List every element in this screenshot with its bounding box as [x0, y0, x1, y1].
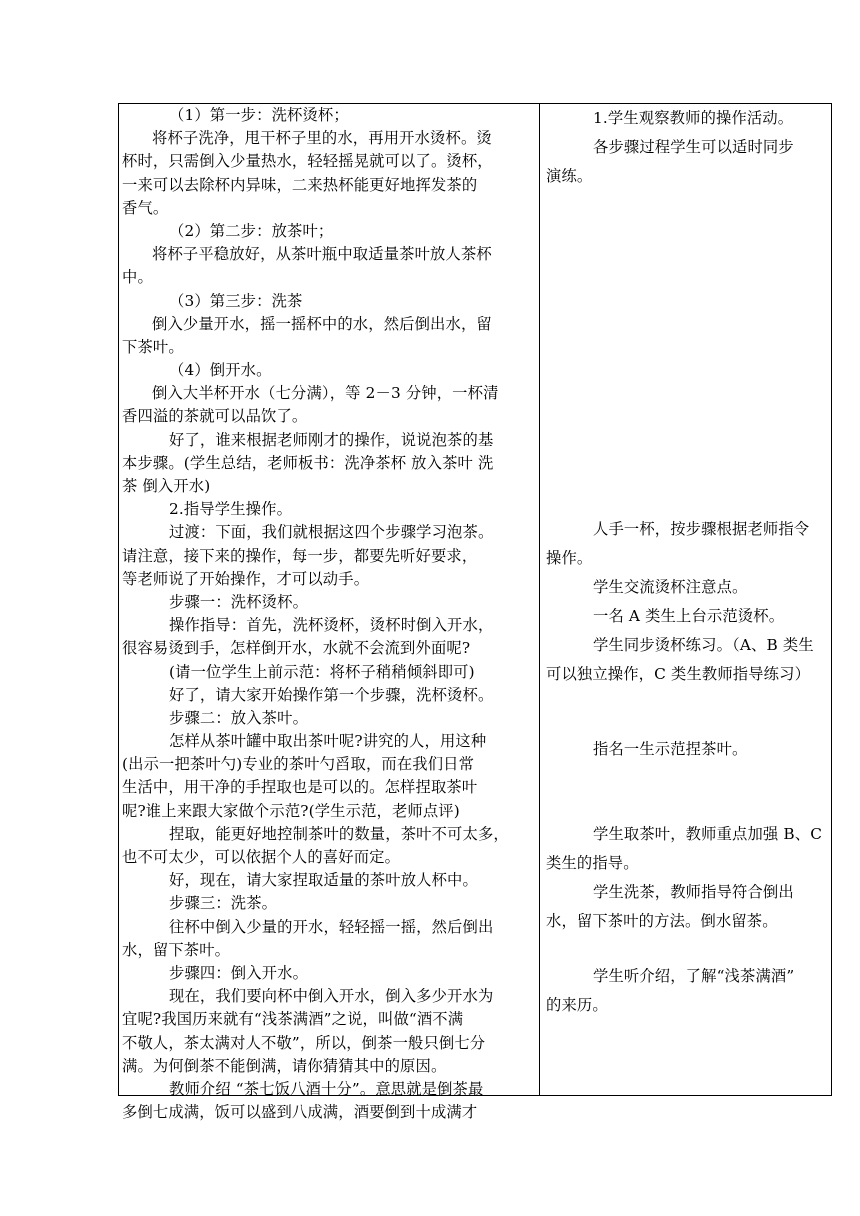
teacher-activity-line: 香气。	[122, 198, 169, 217]
student-activity-line: 学生同步烫杯练习。（A、B 类生	[593, 636, 814, 654]
teacher-activity-line: 操作指导：首先，洗杯烫杯，烫杯时倒入开水，	[169, 616, 494, 635]
student-activity-line: 一名 A 类生上台示范烫杯。	[593, 607, 785, 625]
teacher-activity-line: 过渡：下面，我们就根据这四个步骤学习泡茶。	[169, 523, 494, 542]
teacher-activity-line: （1）第一步：洗杯烫杯；	[169, 106, 349, 124]
teacher-activity-line: 也不可太少，可以依据个人的喜好而定。	[122, 848, 401, 866]
student-activity-line: 人手一杯，按步骤根据老师指令	[593, 520, 810, 538]
teacher-activity-line: （4）倒开水。	[169, 361, 272, 380]
teacher-activity-line: 步骤三：洗茶。	[169, 894, 278, 913]
student-activity-line: 各步骤过程学生可以适时同步	[593, 138, 794, 156]
teacher-activity-column	[119, 104, 540, 1122]
teacher-activity-line: 好了，谁来根据老师刚才的操作，说说泡茶的基	[169, 430, 494, 449]
student-activity-line: 学生取茶叶，教师重点加强 B、C	[593, 825, 823, 843]
student-activity-line: 水，留下茶叶的方法。倒水留茶。	[546, 912, 778, 930]
teacher-activity-line: 下茶叶。	[122, 337, 184, 356]
teacher-activity-line: 多倒七成满，饭可以盛到八成满，酒要倒到十成满才	[122, 1103, 478, 1122]
student-activity-column	[540, 104, 831, 1095]
teacher-activity-line: 往杯中倒入少量的开水，轻轻摇一摇，然后倒出	[169, 917, 494, 936]
teacher-activity-line: 很容易烫到手，怎样倒开水，水就不会流到外面呢?	[122, 639, 471, 658]
teacher-activity-line: 步骤四：倒入开水。	[169, 963, 309, 982]
student-activity-line: 指名一生示范捏茶叶。	[593, 740, 748, 758]
teacher-activity-line: 生活中，用干净的手捏取也是可以的。怎样捏取茶叶	[122, 778, 478, 797]
teacher-activity-line: (请一位学生上前示范：将杯子稍稍倾斜即可)	[169, 662, 475, 681]
teacher-activity-line: 步骤二：放入茶叶。	[169, 708, 309, 727]
teacher-activity-line: 教师介绍 “茶七饭八酒十分”。意思就是倒茶最	[169, 1079, 484, 1098]
teacher-activity-line: 请注意，接下来的操作，每一步，都要先听好要求，	[122, 546, 478, 565]
teacher-activity-line: （2）第二步：放茶叶；	[169, 221, 334, 240]
student-activity-line: 演练。	[546, 167, 593, 185]
teacher-activity-line: 水，留下茶叶。	[122, 940, 231, 959]
teacher-activity-line: 将杯子洗净，甩干杯子里的水，再用开水烫杯。烫	[152, 129, 492, 148]
teacher-activity-line: 倒入少量开水，摇一摇杯中的水，然后倒出水，留	[152, 314, 492, 333]
student-activity-line: 类生的指导。	[546, 854, 639, 872]
teacher-activity-line: 倒入大半杯开水（七分满），等 2－3 分钟，一杯清	[152, 384, 499, 403]
teacher-activity-line: 杯时，只需倒入少量热水，轻轻摇晃就可以了。烫杯，	[122, 152, 493, 171]
teacher-activity-line: 宜呢?我国历来就有“浅茶满酒”之说，叫做“酒不满	[122, 1010, 464, 1029]
teacher-activity-line: 满。为何倒茶不能倒满，请你猜猜其中的原因。	[122, 1056, 447, 1075]
student-activity-line: 的来历。	[546, 996, 608, 1014]
teacher-activity-line: 将杯子平稳放好，从茶叶瓶中取适量茶叶放人茶杯	[152, 245, 492, 264]
student-activity-line: 操作。	[546, 549, 593, 567]
student-activity-line: 可以独立操作，C 类生教师指导练习）	[546, 665, 811, 683]
teacher-activity-line: 好，现在，请大家捏取适量的茶叶放人杯中。	[169, 871, 478, 890]
teacher-activity-line: 一来可以去除杯内异味，二来热杯能更好地挥发茶的	[122, 175, 478, 194]
teacher-activity-line: 不敬人，茶太满对人不敬”，所以，倒茶一般只倒七分	[122, 1033, 486, 1052]
teacher-activity-line: 香四溢的茶就可以品饮了。	[122, 407, 308, 426]
teacher-activity-line: 好了，请大家开始操作第一个步骤，洗杯烫杯。	[169, 685, 494, 704]
teacher-activity-line: 本步骤。(学生总结，老师板书：洗净茶杯 放入茶叶 洗	[122, 453, 494, 472]
student-activity-line: 1.学生观察教师的操作活动。	[593, 109, 794, 127]
student-activity-line: 学生交流烫杯注意点。	[593, 578, 748, 596]
lesson-table	[118, 103, 832, 1122]
teacher-activity-line: 中。	[122, 268, 153, 287]
teacher-activity-line: 呢?谁上来跟大家做个示范?(学生示范，老师点评)	[122, 801, 460, 820]
student-activity-line: 学生洗茶，教师指导符合倒出	[593, 883, 794, 901]
teacher-activity-line: 2.指导学生操作。	[169, 500, 293, 519]
teacher-activity-line: (出示一把茶叶勺)专业的茶叶勺舀取，而在我们日常	[122, 755, 475, 774]
teacher-activity-line: 现在，我们要向杯中倒入开水，倒入多少开水为	[169, 987, 494, 1006]
teacher-activity-line: 茶 倒入开水)	[122, 477, 211, 495]
teacher-activity-line: 怎样从茶叶罐中取出茶叶呢?讲究的人，用这种	[169, 732, 487, 751]
teacher-activity-line: （3）第三步：洗茶	[169, 291, 303, 310]
student-activity-line: 学生听介绍，了解“浅茶满酒”	[593, 967, 795, 985]
teacher-activity-line: 等老师说了开始操作，才可以动手。	[122, 569, 370, 588]
teacher-activity-line: 捏取，能更好地控制茶叶的数量，茶叶不可太多，	[169, 824, 509, 843]
teacher-activity-line: 步骤一：洗杯烫杯。	[169, 592, 309, 611]
